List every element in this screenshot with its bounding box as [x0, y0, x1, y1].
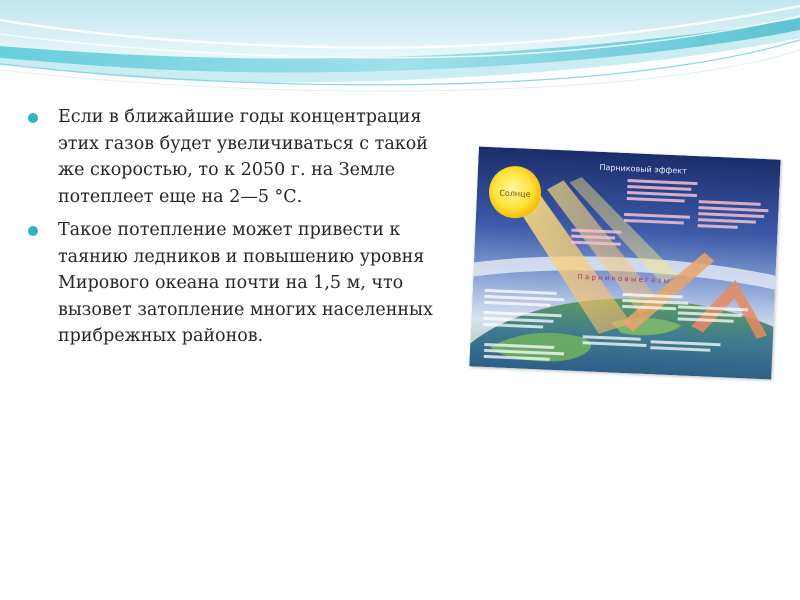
- greenhouse-effect-image: [469, 147, 780, 380]
- bullet-text: Такое потепление может привести к таянию ледников и повышению уровня Мирового океана почти на 1,5 м, что вызовет затопление многих населенных прибрежных районов.: [58, 220, 433, 346]
- bullet-item: [28, 217, 448, 350]
- sun-label: Солнце: [499, 188, 531, 199]
- bullet-list: [28, 104, 448, 357]
- greenhouse-gases-label: П а р н и к о в ы е г а з ы: [577, 272, 670, 285]
- bullet-text: Если в ближайшие годы концентрация этих газов будет увеличиваться с такой же скоростью, то к 2050 г. на Земле потеплеет еще на 2—5 °С.: [58, 107, 428, 207]
- bullet-dot-icon: [28, 226, 38, 236]
- bullet-item: [28, 104, 448, 210]
- greenhouse-diagram: [469, 147, 780, 380]
- header-wave-decoration: [0, 0, 800, 110]
- bullet-dot-icon: [28, 113, 38, 123]
- diagram-title: Парниковый эффект: [599, 162, 687, 176]
